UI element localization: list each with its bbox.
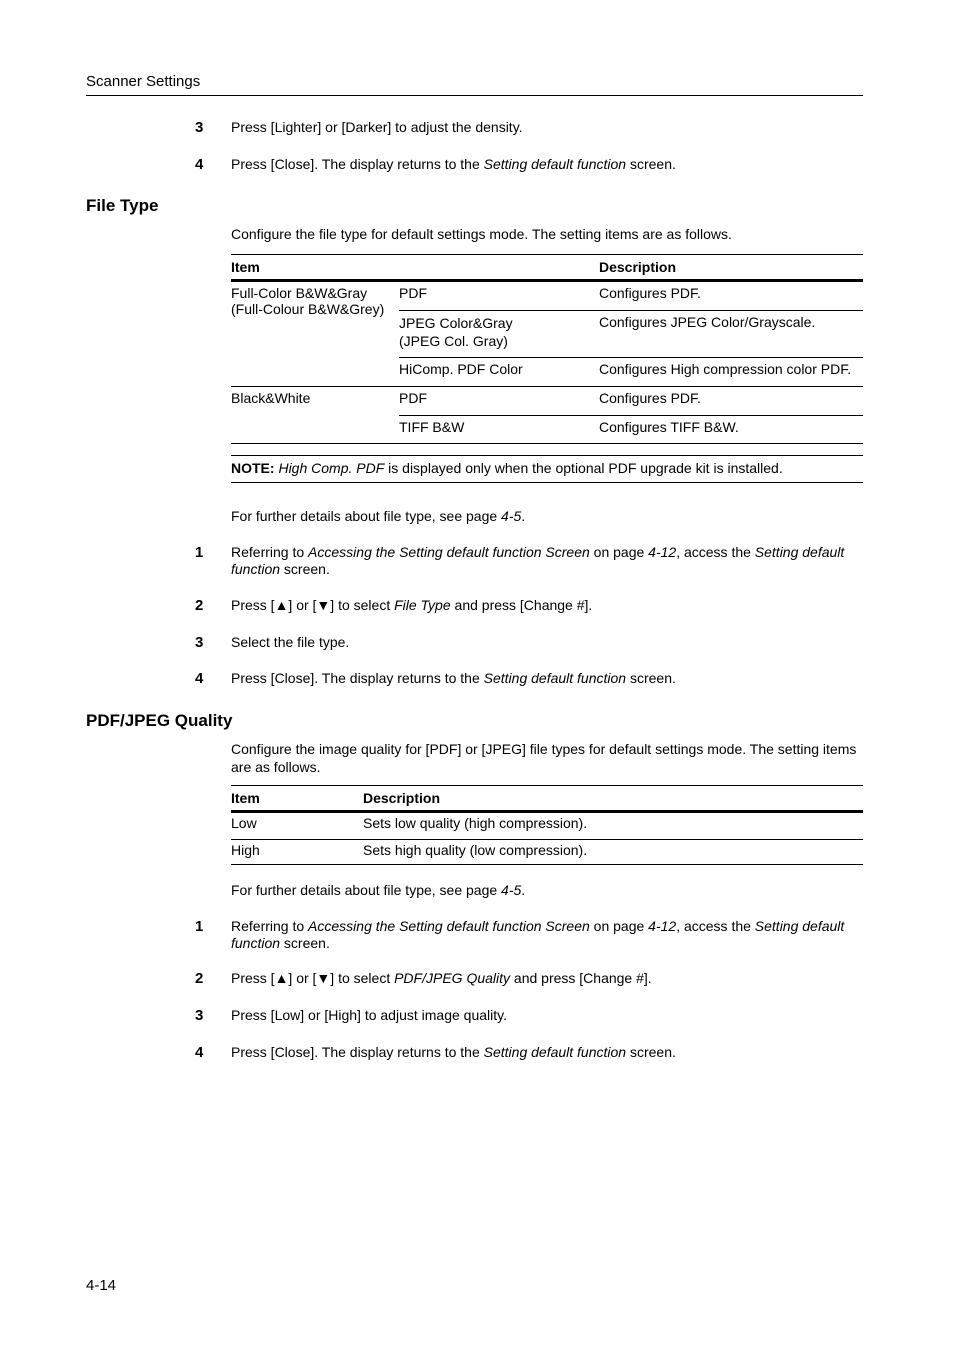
note-box: NOTE: High Comp. PDF is displayed only when the optional PDF upgrade kit is installed. <box>231 455 863 483</box>
table-header-row <box>231 786 863 812</box>
item-cell: Low <box>231 815 257 831</box>
note-label: NOTE: <box>231 460 275 476</box>
step-text: Press [Close]. The display returns to the Setting default function screen. <box>231 156 676 172</box>
header-rule <box>86 95 863 96</box>
description-cell: Configures PDF. <box>599 390 701 406</box>
sub-item: TIFF B&W <box>399 419 465 435</box>
step-text: Referring to Accessing the Setting default function Screen on page 4-12, access the Setting default function screen. <box>231 918 845 951</box>
step-number: 4 <box>195 670 204 687</box>
sub-item: PDF <box>399 285 427 301</box>
step-number: 4 <box>195 156 204 173</box>
step-text: Press [Close]. The display returns to the Setting default function screen. <box>231 670 676 686</box>
table-row <box>231 812 863 840</box>
col-header-item: Item <box>231 259 260 275</box>
group-label-full-color: Full-Color B&W&Gray (Full-Colour B&W&Grey) <box>231 285 385 317</box>
quality-table <box>231 785 863 865</box>
sub-item: HiComp. PDF Color <box>399 361 523 377</box>
step-number: 1 <box>195 544 204 561</box>
step-number: 1 <box>195 918 204 935</box>
step-number: 3 <box>195 1007 204 1024</box>
page-number: 4-14 <box>86 1277 117 1294</box>
col-header-description: Description <box>599 259 677 275</box>
step-text: Referring to Accessing the Setting default function Screen on page 4-12, access the Setting default function screen. <box>231 544 845 577</box>
group-label-black-white: Black&White <box>231 390 311 406</box>
table-row <box>231 387 863 416</box>
section-heading-file-type: File Type <box>86 196 159 215</box>
table-header-row <box>231 255 863 281</box>
sub-item: JPEG Color&Gray (JPEG Col. Gray) <box>399 315 513 349</box>
item-cell: High <box>231 842 260 858</box>
step-number: 3 <box>195 634 204 651</box>
step-text: Press [Lighter] or [Darker] to adjust the density. <box>231 119 523 135</box>
step-text: Press [▲] or [▼] to select File Type and press [Change #]. <box>231 597 593 613</box>
step-number: 2 <box>195 970 204 987</box>
step-number: 3 <box>195 119 204 136</box>
section-heading-quality: PDF/JPEG Quality <box>86 711 233 730</box>
description-cell: Sets low quality (high compression). <box>363 815 588 831</box>
step-text: Select the file type. <box>231 634 350 650</box>
step-number: 4 <box>195 1044 204 1061</box>
sub-item: PDF <box>399 390 427 406</box>
description-cell: Configures JPEG Color/Grayscale. <box>599 314 816 330</box>
step-text: Press [Close]. The display returns to the Setting default function screen. <box>231 1044 676 1060</box>
step-text: Press [Low] or [High] to adjust image quality. <box>231 1007 507 1023</box>
step-number: 2 <box>195 597 204 614</box>
description-cell: Configures TIFF B&W. <box>599 419 739 435</box>
col-header-item: Item <box>231 790 260 806</box>
section-intro: Configure the image quality for [PDF] or [JPEG] file types for default settings mode. The setting items are as follows. <box>231 741 857 775</box>
file-type-table <box>231 254 863 444</box>
col-header-description: Description <box>363 790 441 806</box>
description-cell: Sets high quality (low compression). <box>363 842 588 858</box>
further-details: For further details about file type, see page 4-5. <box>231 508 526 524</box>
description-cell: Configures High compression color PDF. <box>599 361 852 377</box>
table-row <box>231 840 863 865</box>
further-details: For further details about file type, see page 4-5. <box>231 882 526 898</box>
step-text: Press [▲] or [▼] to select PDF/JPEG Quality and press [Change #]. <box>231 970 652 986</box>
section-intro: Configure the file type for default settings mode. The setting items are as follows. <box>231 226 732 242</box>
running-header: Scanner Settings <box>86 73 201 90</box>
description-cell: Configures PDF. <box>599 285 701 301</box>
table-row <box>231 281 863 311</box>
